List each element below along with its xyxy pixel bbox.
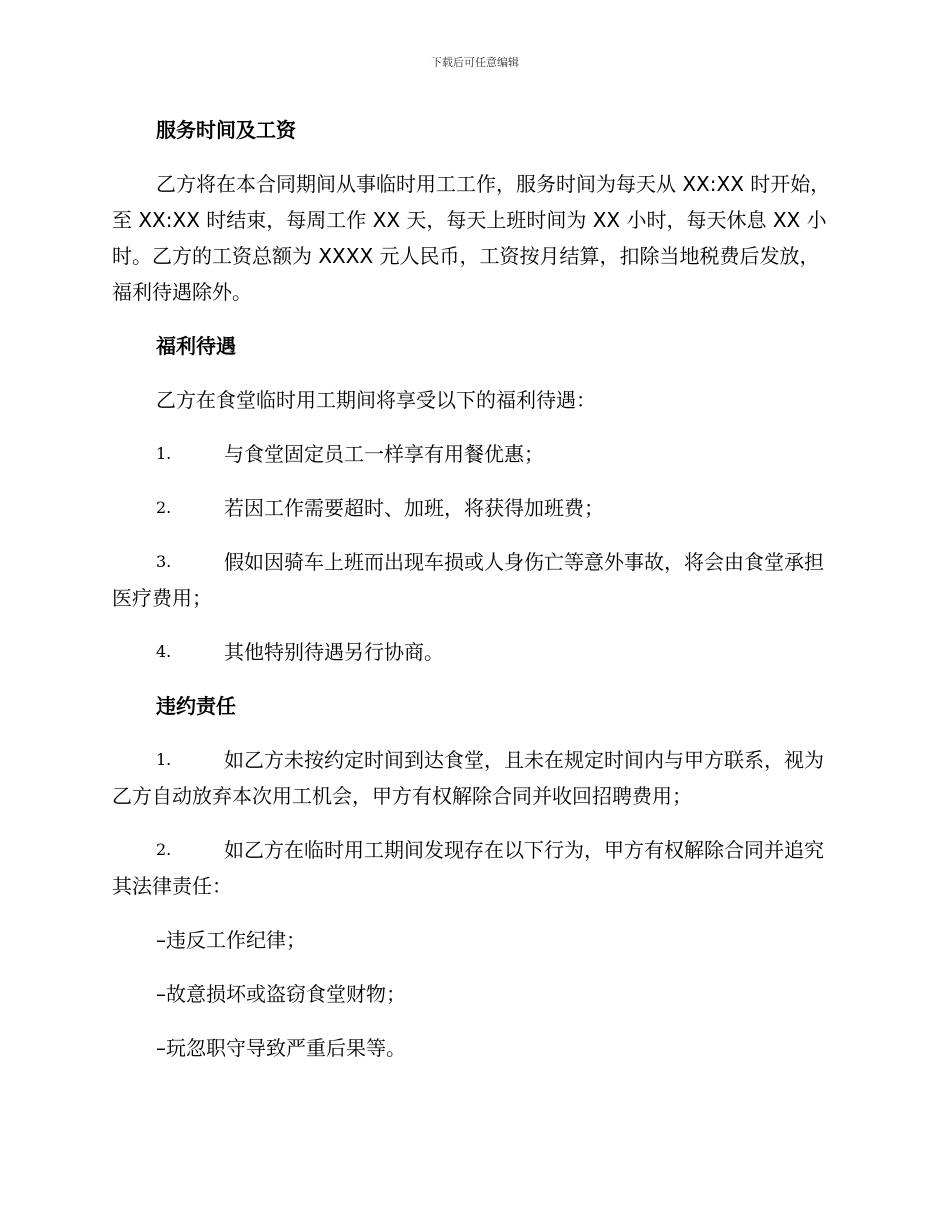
document-body bbox=[112, 112, 838, 1084]
benefits-intro: 乙方在食堂临时用工期间将享受以下的福利待遇： bbox=[156, 388, 596, 412]
benefit-item-2 bbox=[112, 490, 838, 526]
benefit-item-4 bbox=[112, 634, 838, 670]
list-text: 与食堂固定员工一样享有用餐优惠； bbox=[224, 442, 544, 466]
list-number: 1. bbox=[156, 444, 172, 463]
section-heading-service-time: 服务时间及工资 bbox=[156, 118, 296, 142]
section-heading-benefits: 福利待遇 bbox=[156, 334, 236, 358]
list-number: 1. bbox=[156, 750, 172, 769]
service-time-paragraph: 乙方将在本合同期间从事临时用工工作，服务时间为每天从 XX:XX 时开始，至 XX:XX 时结束，每周工作 XX 天，每天上班时间为 XX 小时，每天休息 XX 小时。乙方的工资总额为 XXXX 元人民币，工资按月结算，扣除当地税费后发放，福利待遇除外。 bbox=[112, 172, 831, 304]
violation-item-3: –玩忽职守导致严重后果等。 bbox=[156, 1036, 406, 1060]
violation-item-2: –故意损坏或盗窃食堂财物； bbox=[156, 982, 406, 1006]
list-number: 4. bbox=[156, 642, 172, 661]
list-text: 如乙方在临时用工期间发现存在以下行为，甲方有权解除合同并追究其法律责任： bbox=[112, 838, 824, 898]
benefit-item-3 bbox=[112, 544, 838, 616]
violation-item-1: –违反工作纪律； bbox=[156, 928, 306, 952]
section-heading-liability: 违约责任 bbox=[156, 694, 236, 718]
list-number: 3. bbox=[156, 552, 172, 571]
list-number: 2. bbox=[156, 840, 172, 859]
list-text: 若因工作需要超时、加班，将获得加班费； bbox=[224, 496, 604, 520]
list-text: 其他特别待遇另行协商。 bbox=[224, 640, 444, 664]
list-text: 如乙方未按约定时间到达食堂，且未在规定时间内与甲方联系，视为乙方自动放弃本次用工机会，甲方有权解除合同并收回招聘费用； bbox=[112, 748, 824, 808]
page-header: 下载后可任意编辑 bbox=[431, 56, 519, 69]
list-text: 假如因骑车上班而出现车损或人身伤亡等意外事故，将会由食堂承担医疗费用； bbox=[112, 550, 824, 610]
liability-item-1 bbox=[112, 742, 838, 814]
list-number: 2. bbox=[156, 498, 172, 517]
benefit-item-1 bbox=[112, 436, 838, 472]
liability-item-2 bbox=[112, 832, 838, 904]
